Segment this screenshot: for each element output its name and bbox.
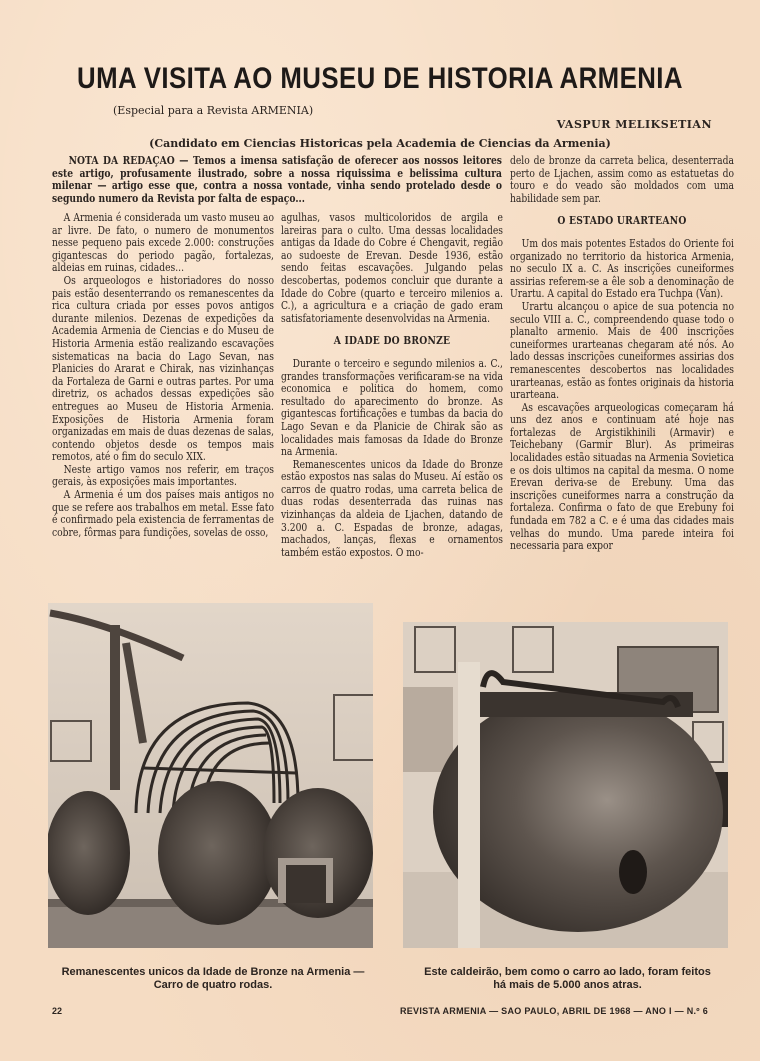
photo-caption-cauldron <box>395 966 740 992</box>
photo-bronze-age-cart <box>48 603 373 948</box>
paragraph: Um dos mais potentes Estados do Oriente foi organizado no territorio da historica Armenia, no seculo IX a. C. As inscrições cuneiformes assirias referem-se a êle sob a denominação de Urartu. A capital do Estado era Tuchpa (Van). <box>510 236 734 301</box>
column-body <box>510 155 734 553</box>
section-heading-urarteano: O ESTADO URARTEANO <box>557 214 687 228</box>
page-number: 22 <box>52 1006 63 1016</box>
paragraph: agulhas, vasos multicoloridos de argila e lareiras para o culto. Uma dessas localidades antigas da Idade do Cobre é Chengavit, região ao sudoeste de Erevan. Desde 1936, estão sendo feitas escavações. Julgando pelas descobertas, podemos concluir que durante a Idade do Cobre (quarto e terceiro milenios a. C.), a agricultura e a criação de gado eram satisfatoriamente desenvolvidas na Armenia. <box>281 211 503 325</box>
caption-line: há mais de 5.000 anos atras. <box>493 979 642 991</box>
paragraph: Neste artigo vamos nos referir, em traços gerais, às exposições mais importantes. <box>52 462 274 489</box>
caption-line: Carro de quatro rodas. <box>153 979 273 991</box>
paragraph: As escavações arqueologicas começaram há uns dez anos e continuam até hoje nas fortalezas de Argistikhinili (Armavir) e Teichebany (Garmir Blur). As primeiras localidades estão situadas na Armenia Sovietica e os dois ultimos na capital da mesma. O nome Erevan deriva-se de Erebuny. Uma das inscrições cuneiformes narra a construção da fortaleza. Confirma o fato de que Erebuny foi fundada em 782 a C. e é uma das cidades mais velhas do mundo. Uma parede inteira foi necessaria para expor <box>510 400 734 553</box>
paragraph: delo de bronze da carreta belica, desenterrada perto de Ljachen, assim como as estatuetas do touro e do veado são moldados com uma habilidade sem par. <box>510 154 734 205</box>
column-body <box>52 212 274 539</box>
paragraph: Urartu alcançou o apice de sua potencia no seculo VIII a. C., compreendendo quase todo o planalto armenio. Mais de 400 inscrições cuneiformes urarteanas chegaram até nós. Ao lado dessas inscrições cuneiformes assirias dos remanescentes descobertos nas localidades urarteanas, estão as fontes originais da historia urarteana. <box>510 299 734 402</box>
caption-line: Remanescentes unicos da Idade de Bronze na Armenia — <box>61 966 365 978</box>
article-subtitle: (Especial para a Revista ARMENIA) <box>113 104 314 117</box>
paragraph: Durante o terceiro e segundo milenios a. C., grandes transformações verificaram-se na vida economica e politica do homem, como resultado do aparecimento do bronze. As gigantescas fortificações e tumbas da bacia do Lago Sevan e da Planicie de Chirak são as localidades mais famosas da Idade do Bronze na Armenia. <box>281 356 503 459</box>
cart-illustration <box>48 603 373 948</box>
column-body <box>281 212 503 559</box>
footer-masthead: REVISTA ARMENIA — SAO PAULO, ABRIL DE 1968 — ANO I — N.º 6 <box>399 1006 708 1016</box>
paragraph: A Armenia é considerada um vasto museu ao ar livre. De fato, o numero de monumentos nesse pequeno pais excede 2.000: construções gigantescas do periodo pagão, fortalezas, aldeias em ruinas, cidades... <box>52 211 274 275</box>
caption-line: Este caldeirão, bem como o carro ao lado, foram feitos <box>424 966 711 978</box>
article-column-1 <box>52 212 274 539</box>
paragraph: Remanescentes unicos da Idade do Bronze estão expostos nas salas do Museu. Aí estão os carros de quatro rodas, uma carreta belica de duas rodas desenterrada das ruinas nas vizinhanças da aldeia de Ljachen, datando de 3.200 a. C. Espadas de bronze, adagas, machados, lanças, flexas e ornamentos também estão expostos. O mo- <box>281 457 503 559</box>
section-heading-bronze: A IDADE DO BRONZE <box>333 334 451 348</box>
photo-bronze-cauldron <box>403 622 728 948</box>
paragraph: Os arqueologos e historiadores do nosso pais estão desenterrando os remanescentes da rica cultura criada por esses povos antigos durante milenios. Dezenas de expedições da Academia Armenia de Ciencias e do Museu de Historia Armenia estão realizando escavações sistematicas na bacia do Lago Sevan, nas Planicies do Ararat e Chirak, nas vizinhanças da Fortaleza de Garni e outras partes. Por uma diretriz, os achados dessas expedições são entregues ao Museu de Historia Armenia. Exposições de Historia Armenia foram organizadas em mais de duas dezenas de salas, contendo objetos desde os tempos mais remotos, até o fim do seculo XIX. <box>52 273 274 464</box>
cauldron-illustration <box>403 622 728 948</box>
photo-caption-cart <box>48 966 378 992</box>
article-author: VASPUR MELIKSETIAN <box>556 118 712 131</box>
paragraph: A Armenia é um dos países mais antigos no que se refere aos trabalhos em metal. Esse fato é confirmado pela existencia de ferramentas de cobre, fôrmas para fundições, sovelas de osso, <box>52 488 274 539</box>
author-credential: (Candidato em Ciencias Historicas pela Academia de Ciencias da Armenia) <box>149 137 611 150</box>
article-title: UMA VISITA AO MUSEU DE HISTORIA ARMENIA <box>77 62 683 95</box>
editor-note <box>52 155 502 207</box>
article-column-3 <box>510 155 734 553</box>
article-column-2 <box>281 212 503 559</box>
editor-note-text: NOTA DA REDAÇAO — Temos a imensa satisfação de oferecer aos nossos leitores este artigo, profusamente ilustrado, sobre a nossa riquissima e belissima cultura milenar — artigo esse que, contra a nossa vontade, vinha sendo protelado desde o segundo numero da Revista por falta de espaço... <box>52 154 502 205</box>
